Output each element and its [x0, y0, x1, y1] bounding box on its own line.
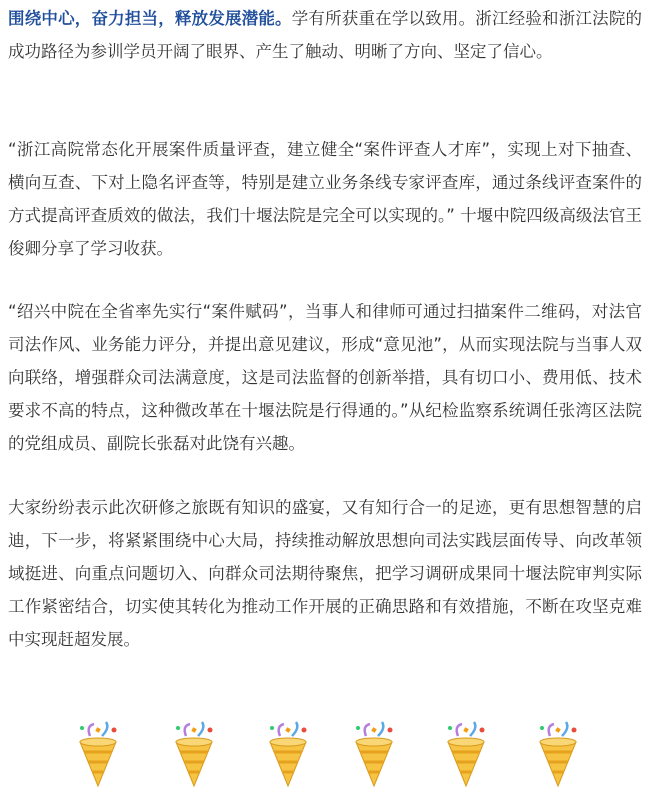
paragraph-1 [8, 2, 642, 68]
paragraph-2: “浙江高院常态化开展案件质量评查，建立健全“案件评查人才库”，实现上对下抽查、横向互查、下对上隐名评查等，特别是建立业务条线专家评查库，通过条线评查案件的方式提高评查质效的做法，我们十堰法院是完全可以实现的。” 十堰中院四级高级法官王俊卿分享了学习收获。 [8, 140, 642, 258]
party-popper-icon [168, 720, 224, 790]
paragraph-lead-heading: 围绕中心，奋力担当，释放发展潜能。 [8, 9, 292, 28]
party-popper-icon [262, 720, 318, 790]
party-popper-icon [348, 720, 404, 790]
paragraph-3: “绍兴中院在全省率先实行“案件赋码”，当事人和律师可通过扫描案件二维码，对法官司法作风、业务能力评分，并提出意见建议，形成“意见池”，从而实现法院与当事人双向联络，增强群众司法满意度，这是司法监督的创新举措，具有切口小、费用低、技术要求不高的特点，这种微改革在十堰法院是行得通的。”从纪检监察系统调任张湾区法院的党组成员、副院长张磊对此饶有兴趣。 [8, 302, 642, 453]
paragraph-4: 大家纷纷表示此次研修之旅既有知识的盛宴，又有知行合一的足迹，更有思想智慧的启迪，下一步，将紧紧围绕中心大局，持续推动解放思想向司法实践层面传导、向改革领域挺进、向重点问题切入、向群众司法期待聚焦，把学习调研成果同十堰法院审判实际工作紧密结合，切实使其转化为推动工作开展的正确思路和有效措施，不断在攻坚克难中实现赶超发展。 [8, 498, 642, 649]
party-popper-icon [532, 720, 588, 790]
party-popper-icon [440, 720, 496, 790]
paragraph-1-text: 学有所获重在学以致用。浙江经验和浙江法院的成功路径为参训学员开阔了眼界、产生了触动、明晰了方向、坚定了信心。 [8, 9, 643, 61]
decoration-row [0, 720, 648, 790]
party-popper-icon [72, 720, 128, 790]
